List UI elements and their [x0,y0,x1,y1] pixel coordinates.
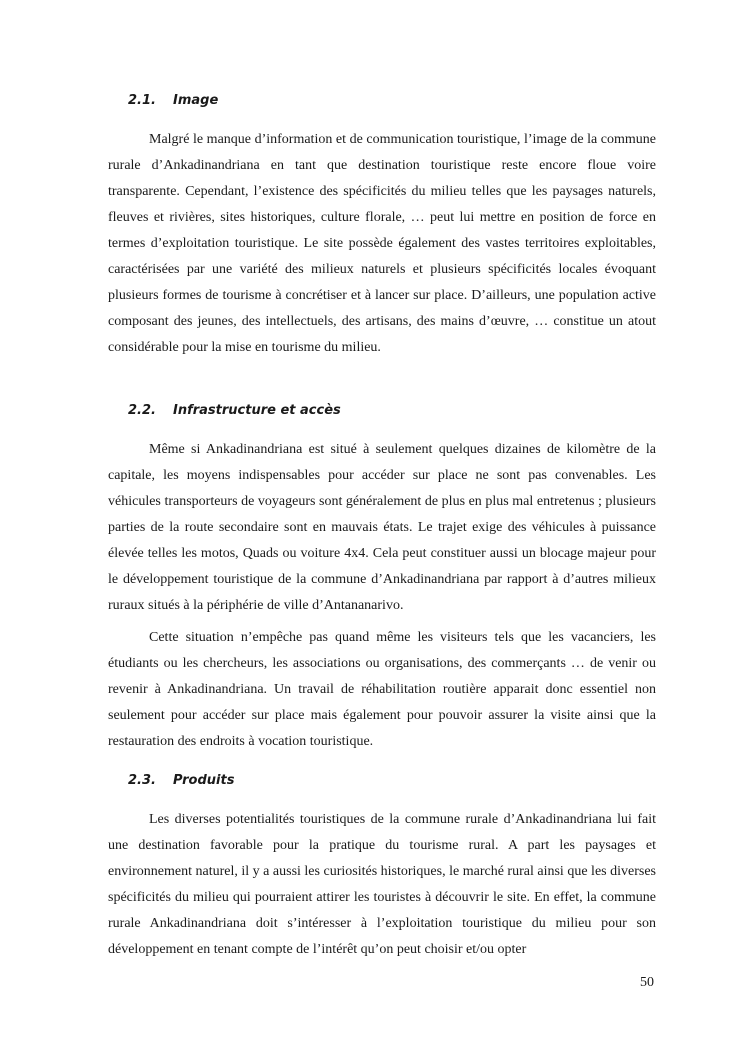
section-number: 2.3. [128,773,156,788]
paragraph-infrastructure-2: Cette situation n’empêche pas quand même les visiteurs tels que les vacanciers, les étudiants ou les chercheurs, les associations ou organisations, des commerçants … de venir ou revenir à Ankadinandriana. Un travail de réhabilitation routière apparait donc essentiel non seulement pour accéder sur place mais également pour pouvoir assurer la visite ainsi que la restauration des endroits à vocation touristique. [108,630,656,749]
paragraph-image: Malgré le manque d’information et de communication touristique, l’image de la commune rurale d’Ankadinandriana en tant que destination touristique reste encore floue voire transparente. Cependant, l’existence des spécificités du milieu telles que les paysages naturels, fleuves et rivières, sites historiques, culture florale, … peut lui mettre en position de force en termes d’exploitation touristique. Le site possède également des vastes territoires exploitables, caractérisées par une variété des milieux naturels et plusieurs spécificités locales évoquant plusieurs formes de tourisme à concrétiser et à lancer sur place. D’ailleurs, une population active composant des jeunes, des intellectuels, des artisans, des mains d’œuvre, … constitue un atout considérable pour la mise en tourisme du milieu. [108,132,656,355]
section-heading-produits [128,773,234,788]
paragraph-produits: Les diverses potentialités touristiques de la commune rurale d’Ankadinandriana lui fait une destination favorable pour la pratique du tourisme rural. A part les paysages et environnement naturel, il y a aussi les curiosités historiques, le marché rural ainsi que les diverses spécificités du milieu qui pourraient attirer les touristes à découvrir le site. En effet, la commune rurale Ankadinandriana doit s’intéresser à l’exploitation touristique du milieu pour son développement en tenant compte de l’intérêt qu’on peut choisir et/ou opter [108,812,656,957]
paragraph-infrastructure-1: Même si Ankadinandriana est situé à seulement quelques dizaines de kilomètre de la capitale, les moyens indispensables pour accéder sur place ne sont pas convenables. Les véhicules transporteurs de voyageurs sont généralement de plus en plus mal entretenus ; plusieurs parties de la route secondaire sont en mauvais états. Le trajet exige des véhicules à puissance élevée telles les motos, Quads ou voiture 4x4. Cela peut constituer aussi un blocage majeur pour le développement touristique de la commune d’Ankadinandriana par rapport à d’autres milieux ruraux situés à la périphérie de ville d’Antananarivo. [108,442,656,613]
section-number: 2.1. [128,93,156,108]
section-number: 2.2. [128,403,156,418]
section-heading-infrastructure [128,403,341,418]
section-title: Produits [173,773,235,788]
page-number: 50 [640,975,654,990]
section-title: Infrastructure et accès [173,403,341,418]
section-heading-image [128,93,218,108]
section-title: Image [173,93,219,108]
